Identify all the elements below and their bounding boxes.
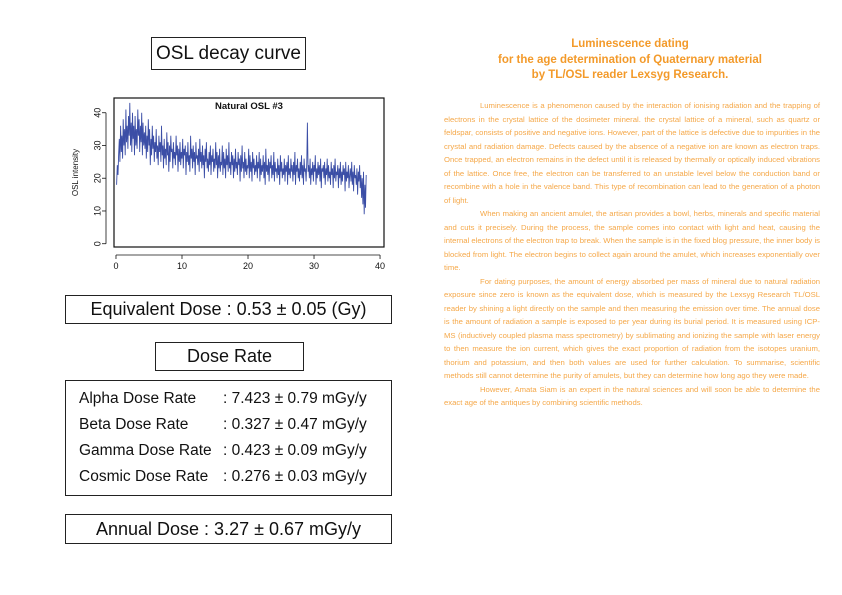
article-title-line-1: Luminescence dating <box>571 38 689 50</box>
beta-dose-rate-row <box>79 413 385 437</box>
article-paragraph: However, Amata Siam is an expert in the natural sciences and will soon be able to determine the exact age of the antiques by combining scientific methods. <box>444 384 820 407</box>
article-title-line-2: for the age determination of Quaternary material <box>498 53 762 66</box>
osl-decay-chart <box>64 93 394 278</box>
article-paragraph: For dating purposes, the amount of energy absorbed per mass of mineral due to natural radiation exposure since zero is known as the equivalent dose, which is measured by the Lexsyg Research TL/OSL reader by shining a light directly on the sample and then measuring the emission over time. The annual dose is the amount of radiation a sample is exposed to per year during its burial period. It is measured using ICP-MS (inductively coupled plasma mass spectrometry) by sublimating and ionizing the sample with laser energy to then measure the ion current, which gives the exact proportion of radiation from the isotopes uranium, thorium and potassium, and then both values are used for further calculation. To summarise, scientific methods still cannot determine the purity of amulets, but they can determine how long ago they were made. <box>444 276 820 380</box>
x-tick-label: 10 <box>176 261 188 271</box>
article-title <box>430 37 830 84</box>
alpha-dose-rate-row <box>79 387 385 411</box>
y-tick-label: 20 <box>92 173 103 184</box>
chart-title: Natural OSL #3 <box>215 101 283 112</box>
cosmic-dose-rate-label: Cosmic Dose Rate <box>79 468 209 485</box>
article-body <box>444 99 820 410</box>
article-paragraph: Luminescence is a phenomenon caused by the interaction of ionising radiation and the trapping of electrons in the crystal lattice of the dosimeter mineral. the crystal lattice of a mineral, such as quartz or feldspar, consists of positive and negative ions. However, part of the lattice is defective due to impurities in the crystal and radiation damage. Defects caused by the absence of a negative ion are known as electron traps. Once trapped, an electron remains in the defect until it is released by thermally or optically induced vibrations of the lattice. Once free, the electron can be transferred to an unstable level below the conduction band or recombine with a hole in the valence band. This type of recombination can lead to the generation of a photon of light. <box>444 101 820 205</box>
y-tick-label: 30 <box>92 140 103 151</box>
x-tick-label: 0 <box>113 261 119 271</box>
dose-rate-title: Dose Rate <box>155 342 304 371</box>
gamma-dose-rate-value: : 0.423 ± 0.09 mGy/y <box>223 442 367 459</box>
alpha-dose-rate-value: : 7.423 ± 0.79 mGy/y <box>223 390 367 407</box>
x-tick-label: 30 <box>309 261 320 271</box>
y-axis-label: OSL intensity <box>71 148 80 197</box>
beta-dose-rate-value: : 0.327 ± 0.47 mGy/y <box>223 416 367 433</box>
y-tick-label: 40 <box>92 107 103 118</box>
article-paragraph: When making an ancient amulet, the artisan provides a bowl, herbs, minerals and specific material and cuts it precisely. During the process, the sample comes into contact with light and heat, causing the internal electrons of the electron trap to break. When the sample is in the fixed blog pressure, the inner body is blocked from light. The electron begins to collect again around the amulet, which increases exponentially over time. <box>444 209 820 272</box>
article-title-line-3: by TL/OSL reader Lexsyg Research. <box>531 69 729 81</box>
dose-rate-table <box>65 380 392 496</box>
cosmic-dose-rate-row <box>79 465 385 489</box>
beta-dose-rate-label: Beta Dose Rate <box>79 416 189 433</box>
y-tick-label: 10 <box>92 205 103 216</box>
osl-series-line <box>117 103 367 214</box>
alpha-dose-rate-label: Alpha Dose Rate <box>79 390 197 407</box>
annual-dose-box: Annual Dose : 3.27 ± 0.67 mGy/y <box>65 514 392 544</box>
x-tick-label: 40 <box>375 261 386 271</box>
gamma-dose-rate-label: Gamma Dose Rate <box>79 442 212 459</box>
equivalent-dose-box: Equivalent Dose : 0.53 ± 0.05 (Gy) <box>65 295 392 324</box>
y-tick-label: 0 <box>92 241 103 247</box>
x-tick-label: 20 <box>243 261 254 271</box>
gamma-dose-rate-row <box>79 439 385 463</box>
osl-decay-curve-title: OSL decay curve <box>151 37 306 70</box>
cosmic-dose-rate-value: : 0.276 ± 0.03 mGy/y <box>223 468 367 485</box>
